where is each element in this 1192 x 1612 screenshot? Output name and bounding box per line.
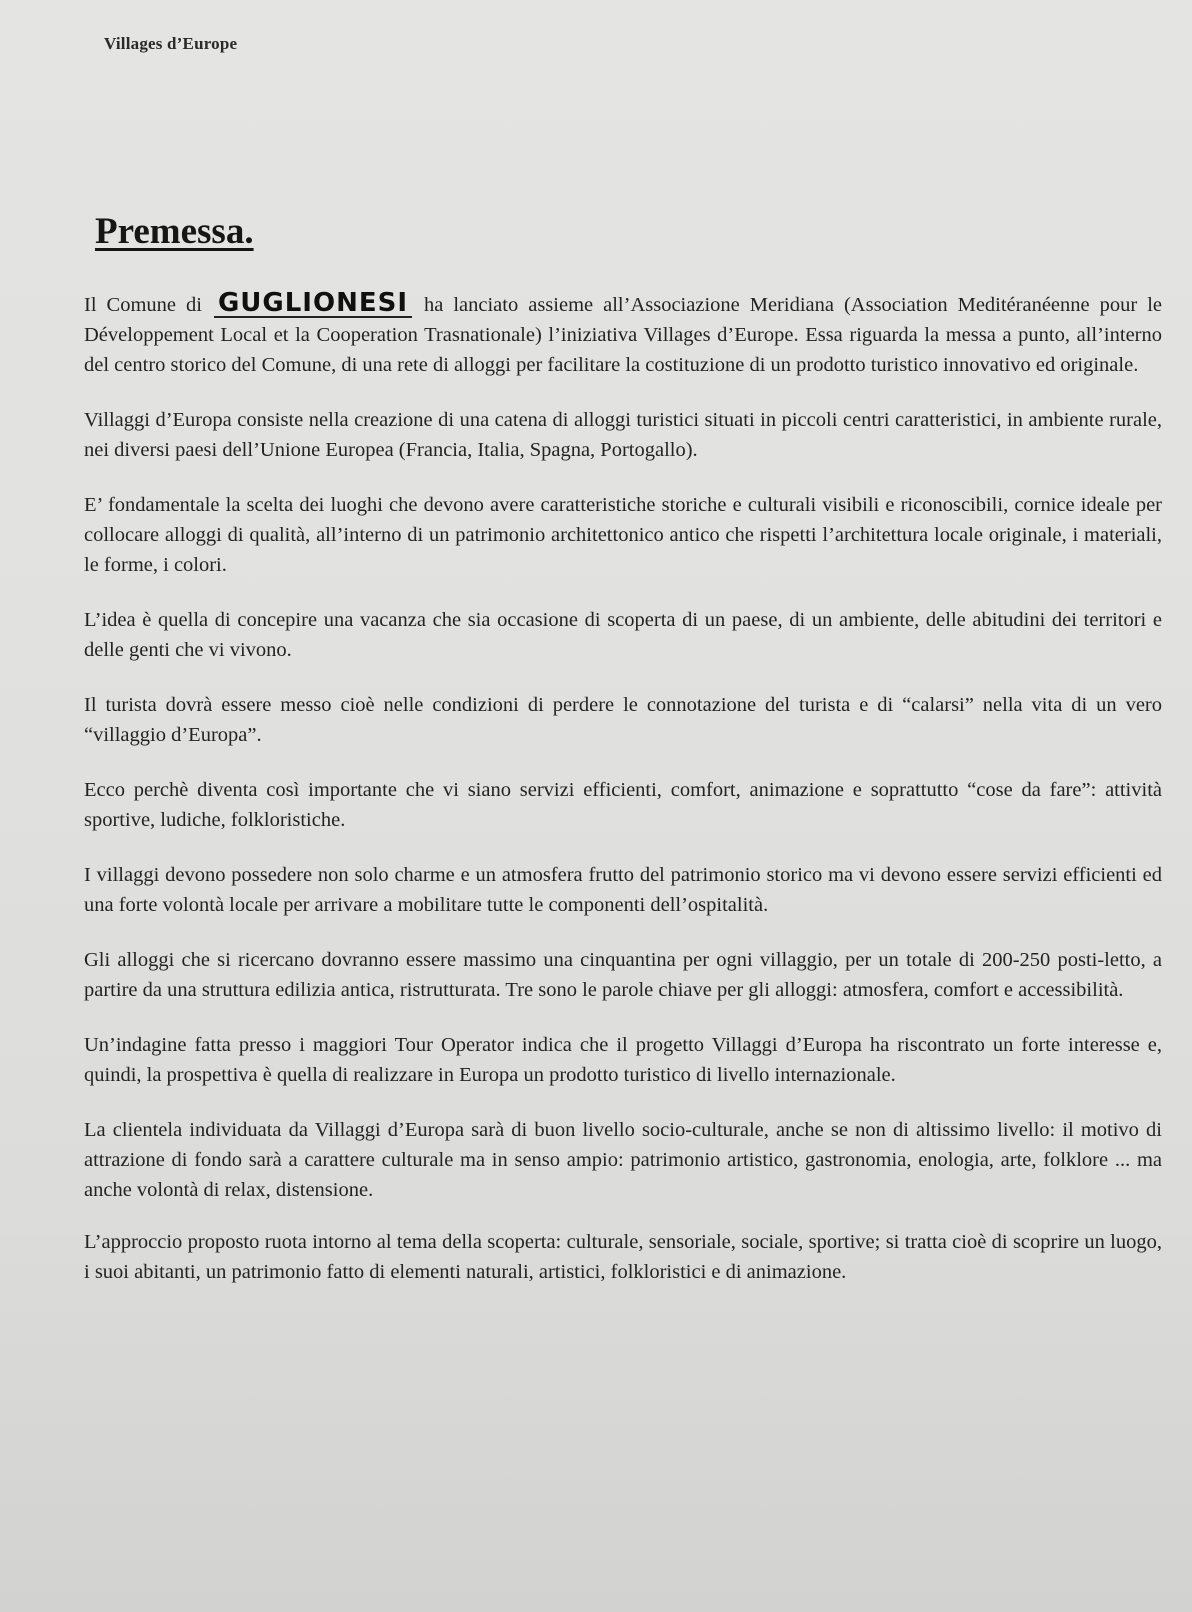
paragraph-2: E’ fondamentale la scelta dei luoghi che devono avere caratteristiche storiche e culturali visibili e riconoscibili, cornice ideale per collocare alloggi di qualità, all’interno di un patrimonio architettonico antico che rispetti l’architettura locale originale, i materiali, le forme, i colori. — [84, 494, 1162, 576]
paragraph-4: Il turista dovrà essere messo cioè nelle condizioni di perdere le connotazione del turista e di “calarsi” nella vita di un vero “villaggio d’Europa”. — [84, 694, 1162, 746]
paragraph-7: Gli alloggi che si ricercano dovranno essere massimo una cinquantina per ogni villaggio, per un totale di 200-250 posti-letto, a partire da una struttura edilizia antica, ristrutturata. Tre sono le parole chiave per gli alloggi: atmosfera, comfort e accessibilità. — [84, 949, 1162, 1001]
paragraph-10: L’approccio proposto ruota intorno al tema della scoperta: culturale, sensoriale, sociale, sportive; si tratta cioè di scoprire un luogo, i suoi abitanti, un patrimonio fatto di elementi naturali, artistici, folkloristici e di animazione. — [84, 1231, 1162, 1283]
handwritten-town-name: GUGLIONESI — [214, 290, 412, 318]
paragraph-9: La clientela individuata da Villaggi d’Europa sarà di buon livello socio-culturale, anche se non di altissimo livello: il motivo di attrazione di fondo sarà a carattere culturale ma in senso ampio: patrimonio artistico, gastronomia, enologia, arte, folklore ... ma anche volontà di relax, distensione. — [84, 1119, 1162, 1201]
document-body — [84, 290, 1162, 1309]
intro-after: ha lanciato assieme all’Associazione Meridiana (Association Meditéranéenne pour le Développement Local et la Cooperation Trasnationale) l’iniziativa Villages d’Europe. Essa riguarda la messa a punto, all’interno del centro storico del Comune, di una rete di alloggi per facilitare la costituzione di un prodotto turistico innovativo ed originale. — [84, 294, 1163, 376]
paragraph-8: Un’indagine fatta presso i maggiori Tour Operator indica che il progetto Villaggi d’Europa ha riscontrato un forte interesse e, quindi, la prospettiva è quella di realizzare in Europa un prodotto turistico di livello internazionale. — [84, 1034, 1162, 1086]
section-title: Premessa. — [95, 211, 254, 252]
intro-before: Il Comune di — [84, 294, 202, 316]
paragraph-1: Villaggi d’Europa consiste nella creazione di una catena di alloggi turistici situati in piccoli centri caratteristici, in ambiente rurale, nei diversi paesi dell’Unione Europea (Francia, Italia, Spagna, Portogallo). — [84, 409, 1162, 461]
paragraph-intro — [84, 290, 1162, 380]
running-header: Villages d’Europe — [104, 34, 238, 53]
paragraph-5: Ecco perchè diventa così importante che vi siano servizi efficienti, comfort, animazione e soprattutto “cose da fare”: attività sportive, ludiche, folkloristiche. — [84, 779, 1162, 831]
paragraph-3: L’idea è quella di concepire una vacanza che sia occasione di scoperta di un paese, di un ambiente, delle abitudini dei territori e delle genti che vi vivono. — [84, 609, 1162, 661]
paragraph-6: I villaggi devono possedere non solo charme e un atmosfera frutto del patrimonio storico ma vi devono essere servizi efficienti ed una forte volontà locale per arrivare a mobilitare tutte le componenti dell’ospitalità. — [84, 864, 1162, 916]
